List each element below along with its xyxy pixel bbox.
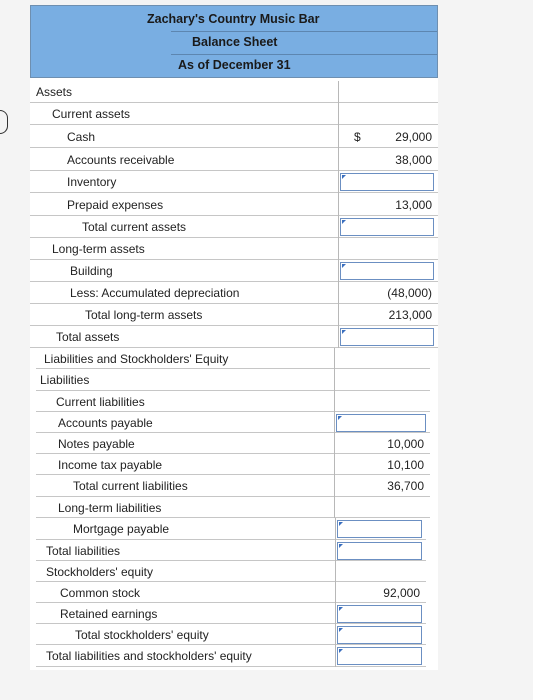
row-label: Long-term liabilities: [58, 501, 162, 515]
row-label: Current assets: [52, 107, 131, 121]
column-divider: [335, 540, 336, 561]
row-label: Inventory: [67, 175, 117, 189]
column-divider: [338, 216, 339, 238]
column-divider: [334, 433, 335, 454]
row-label: Total liabilities: [46, 544, 121, 558]
column-divider: [334, 497, 335, 518]
statement-title: Balance Sheet: [192, 35, 278, 49]
row-label: Less: Accumulated depreciation: [70, 286, 240, 300]
row-label: Accounts receivable: [67, 153, 175, 167]
column-divider: [338, 326, 339, 348]
column-divider: [338, 103, 339, 125]
row-label: Retained earnings: [60, 607, 158, 621]
row-label: Assets: [36, 85, 73, 99]
column-divider: [338, 304, 339, 326]
amount-input[interactable]: [340, 173, 434, 191]
row-divider: [30, 192, 438, 193]
row-label: Total current liabilities: [73, 479, 188, 493]
row-amount: 92,000: [383, 586, 420, 600]
row-label: Notes payable: [58, 437, 135, 451]
amount-input[interactable]: [337, 626, 422, 644]
row-label: Current liabilities: [56, 395, 145, 409]
amount-input[interactable]: [340, 218, 434, 236]
column-divider: [334, 348, 335, 369]
row-amount: 10,100: [387, 458, 424, 472]
amount-input[interactable]: [340, 328, 434, 346]
row-divider: [30, 303, 438, 304]
column-divider: [334, 475, 335, 497]
row-divider: [36, 390, 430, 391]
row-divider: [36, 644, 426, 645]
row-divider: [36, 453, 430, 454]
row-label: Total stockholders' equity: [75, 628, 209, 642]
row-divider: [30, 124, 438, 125]
row-amount: 10,000: [387, 437, 424, 451]
column-divider: [335, 603, 336, 624]
row-label: Liabilities: [40, 373, 90, 387]
header-separator: [171, 54, 437, 55]
column-divider: [338, 125, 339, 148]
row-label: Long-term assets: [52, 242, 145, 256]
row-label: Liabilities and Stockholders' Equity: [44, 352, 229, 366]
row-amount: 213,000: [388, 308, 432, 322]
row-divider: [36, 411, 430, 412]
row-divider: [30, 325, 438, 326]
statement-date: As of December 31: [178, 58, 291, 72]
row-label: Cash: [67, 130, 96, 144]
amount-input[interactable]: [337, 647, 422, 665]
company-name: Zachary's Country Music Bar: [147, 12, 320, 26]
column-divider: [338, 81, 339, 103]
row-label: Building: [70, 264, 113, 278]
column-divider: [338, 171, 339, 193]
row-label: Total assets: [56, 330, 120, 344]
row-label: Common stock: [60, 586, 141, 600]
row-label: Total current assets: [82, 220, 187, 234]
column-divider: [338, 238, 339, 260]
row-amount: 36,700: [387, 479, 424, 493]
amount-input[interactable]: [337, 542, 422, 560]
column-divider: [338, 282, 339, 304]
column-divider: [335, 518, 336, 540]
row-amount: (48,000): [387, 286, 432, 300]
page-edge-bracket: [0, 110, 8, 134]
row-divider: [30, 259, 438, 260]
row-divider: [30, 102, 438, 103]
row-label: Mortgage payable: [73, 522, 170, 536]
row-divider: [30, 347, 438, 348]
row-divider: [30, 281, 438, 282]
sheet-header: [30, 5, 438, 78]
row-divider: [30, 147, 438, 148]
column-divider: [335, 645, 336, 667]
currency-symbol: $: [354, 130, 361, 144]
column-divider: [335, 624, 336, 645]
row-divider: [36, 560, 426, 561]
row-divider: [36, 602, 426, 603]
column-divider: [338, 148, 339, 171]
row-label: Income tax payable: [58, 458, 163, 472]
row-divider: [36, 432, 430, 433]
row-divider: [30, 237, 438, 238]
row-divider: [36, 581, 426, 582]
row-divider: [36, 623, 426, 624]
row-divider: [36, 666, 426, 667]
amount-input[interactable]: [340, 262, 434, 280]
amount-input[interactable]: [337, 520, 422, 538]
row-label: Prepaid expenses: [67, 198, 164, 212]
row-divider: [36, 368, 430, 369]
column-divider: [338, 193, 339, 216]
row-divider: [30, 170, 438, 171]
row-amount: 38,000: [395, 153, 432, 167]
column-divider: [334, 391, 335, 412]
row-amount: 29,000: [395, 130, 432, 144]
column-divider: [334, 412, 335, 433]
column-divider: [335, 561, 336, 582]
column-divider: [334, 454, 335, 475]
row-amount: 13,000: [395, 198, 432, 212]
column-divider: [334, 369, 335, 391]
row-divider: [36, 496, 430, 497]
header-separator: [171, 31, 437, 32]
amount-input[interactable]: [336, 414, 426, 432]
balance-sheet: [30, 5, 438, 670]
row-divider: [36, 539, 426, 540]
column-divider: [335, 582, 336, 603]
row-divider: [30, 215, 438, 216]
row-label: Total liabilities and stockholders' equity: [46, 649, 252, 663]
row-label: Total long-term assets: [85, 308, 203, 322]
column-divider: [338, 260, 339, 282]
row-label: Stockholders' equity: [46, 565, 154, 579]
amount-input[interactable]: [337, 605, 422, 623]
row-divider: [36, 517, 430, 518]
row-divider: [36, 474, 430, 475]
row-label: Accounts payable: [58, 416, 153, 430]
